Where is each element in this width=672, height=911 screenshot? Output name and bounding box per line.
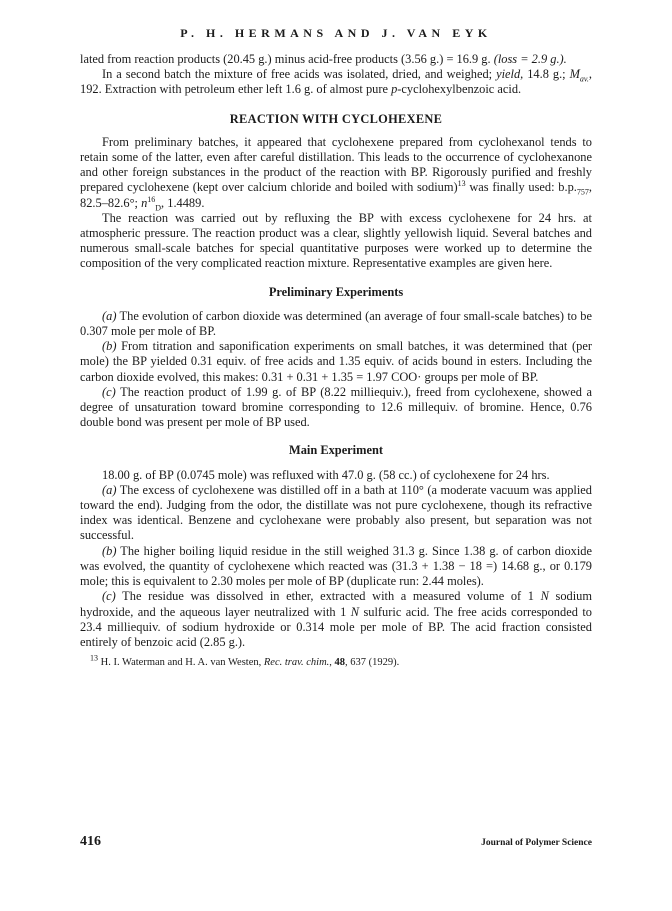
text-run: From titration and saponification experiments on small batches, it was determined that (per mole) the BP yielded 0.31 equiv. of free acids and 1.35 equiv. of acids bound in esters. Including the carbon dioxide evolved, this makes: 0.31 + 0.31 + 1.35 = 1.97 COO· groups per mole of BP. — [80, 339, 592, 384]
footnote-volume: 48 — [334, 657, 346, 669]
running-head: P. H. HERMANS AND J. VAN EYK — [180, 26, 492, 40]
text-run: From preliminary batches, it appeared that cyclohexene prepared from cyclohexanol tends to retain some of the latter, even after careful distillation. This leads to the occurrence of cyclohexanone and other foreign substances in the product of the reaction with BP. Rigorously purified and freshly prepared cyclohexene (kept over calcium chloride and boiled with sodium) — [80, 134, 592, 195]
refractive-index-symbol: n — [141, 195, 148, 210]
text-run: The excess of cyclohexene was distilled off in a bath at 110° (a moderate vacuum was applied toward the end). Judging from the odor, the distillate was not pure cyclohexene, though its refractive index was identical. Benzene and cyclohexane were probably also present, but separation was not successful. — [80, 482, 592, 543]
paragraph-continued — [80, 52, 592, 67]
text-run: lated from reaction products (20.45 g.) minus acid-free products (3.56 g.) = 16.9 g. — [80, 52, 494, 66]
text-run: The residue was dissolved in ether, extracted with a measured volume of 1 — [115, 589, 541, 604]
text-run: was finally used: b.p. — [465, 180, 577, 195]
text-run: The reaction product of 1.99 g. of BP (8.22 milliequiv.), freed from cyclohexene, showed a degree of unsaturation toward bromine corresponding to 12.6 millequiv. of bromine. Hence, 0.76 double bond was present per mole of BP used. — [80, 384, 592, 430]
main-item-b — [80, 544, 592, 590]
text-run: , 637 (1929). — [345, 657, 400, 669]
item-b — [80, 339, 592, 385]
paragraph-cyclohexene-prep — [80, 135, 592, 211]
item-label: (b) — [102, 339, 117, 354]
item-label: (c) — [102, 589, 116, 604]
item-c — [80, 385, 592, 431]
text-run: , 1.4489. — [161, 195, 205, 210]
mav-subscript: av. — [579, 74, 589, 84]
journal-name: Journal of Polymer Science — [481, 838, 592, 848]
footnote — [80, 653, 592, 669]
para-prefix: p — [391, 82, 398, 97]
footnote-ref: 13 — [457, 179, 466, 189]
text-run: , 82.5–82.6°; — [80, 180, 592, 210]
main-intro: 18.00 g. of BP (0.0745 mole) was refluxed with 47.0 g. (58 cc.) of cyclohexene for 24 hrs. — [102, 467, 550, 482]
text-run: , — [329, 657, 335, 669]
temperature-superscript: 16 — [147, 194, 156, 204]
text-run: 14.8 g.; — [523, 67, 570, 82]
normality-symbol: N — [350, 604, 359, 619]
section-title: REACTION WITH CYCLOHEXENE — [229, 111, 443, 126]
footnote-number: 13 — [90, 653, 98, 663]
footnote-journal: Rec. trav. chim. — [263, 657, 330, 669]
d-line-subscript: D — [155, 203, 162, 213]
item-label: (a) — [102, 482, 117, 497]
text-run: The evolution of carbon dioxide was determined (an average of four small-scale batches) to be 0.307 mole per mole of BP. — [80, 308, 592, 339]
yield-label: yield, — [496, 67, 524, 82]
mav-symbol: M — [569, 67, 580, 82]
normality-symbol: N — [540, 589, 549, 604]
item-label: (c) — [102, 384, 116, 399]
loss-note: (loss = 2.9 g.). — [493, 52, 567, 66]
text-run: , 192. Extraction with petroleum ether left 1.6 g. of almost pure — [80, 67, 592, 97]
text-run: -cyclohexylbenzoic acid. — [397, 82, 522, 97]
text-run: sodium hydroxide, and the aqueous layer neutralized with 1 — [80, 589, 592, 619]
bp-subscript: 757 — [576, 187, 589, 197]
page-number: 416 — [80, 834, 101, 849]
text-run: sulfuric acid. The free acids corresponded to 23.4 milliequiv. of sodium hydroxide or 0.314 mole per mole of BP. The acid fraction consisted entirely of benzoic acid (2.85 g.). — [80, 604, 592, 649]
subsection-title-preliminary: Preliminary Experiments — [268, 284, 404, 299]
paragraph-second-batch — [80, 67, 592, 97]
text-run: H. I. Waterman and H. A. van Westen, — [98, 657, 264, 669]
text-run: In a second batch the mixture of free acids was isolated, dried, and weighed; — [102, 67, 497, 82]
text-run: The higher boiling liquid residue in the still weighed 31.3 g. Since 1.38 g. of carbon dioxide was evolved, the quantity of cyclohexene which reacted was (31.3 + 1.38 − 18 =) 14.68 g., or 0.179 mole; this is equivalent to 2.30 moles per mole of BP (duplicate run: 2.44 moles). — [80, 543, 592, 589]
item-label: (a) — [102, 308, 117, 323]
item-label: (b) — [102, 543, 117, 558]
subsection-title-main: Main Experiment — [289, 443, 383, 458]
main-item-c — [80, 589, 592, 650]
body-text — [80, 52, 592, 669]
paragraph-reaction: The reaction was carried out by refluxing the BP with excess cyclohexene for 24 hrs. at atmospheric pressure. The reaction product was a clear, slightly yellowish liquid. Several batches and numerous small-scale batches for special quantitative purposes were worked up to determine the composition of the very complicated reaction mixture. Representative examples are given here. — [80, 210, 592, 271]
item-a — [80, 309, 592, 339]
main-item-a — [80, 483, 592, 544]
